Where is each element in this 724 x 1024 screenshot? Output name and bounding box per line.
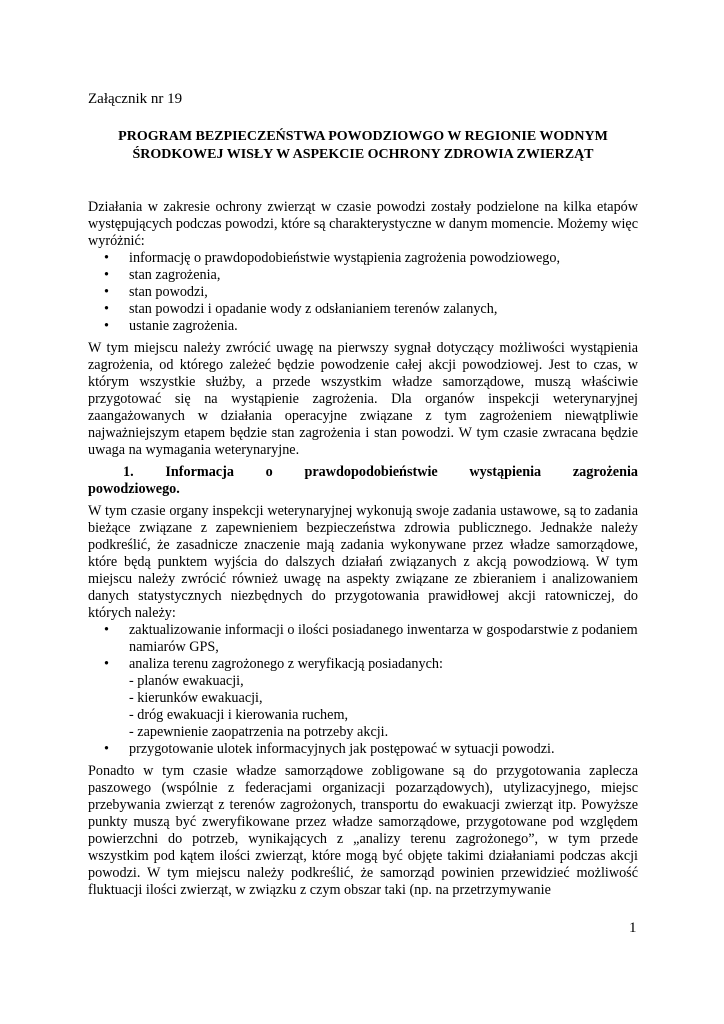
title-line-1: PROGRAM BEZPIECZEŃSTWA POWODZIOWGO W REGIONIE WODNYM — [118, 129, 608, 144]
bullet-icon: • — [104, 267, 109, 283]
tasks-list-cont — [88, 741, 638, 758]
section-heading-1 — [88, 464, 638, 498]
sub-list — [88, 673, 638, 741]
document-body — [88, 91, 638, 899]
intro-paragraph: Działania w zakresie ochrony zwierząt w czasie powodzi zostały podzielone na kilka etapów występujących podczas powodzi, które są charakterystyczne w danym momencie. Możemy więc wyróżnić: — [88, 199, 638, 249]
annex-label: Załącznik nr 19 — [88, 91, 183, 107]
list-item: • stan powodzi, — [104, 284, 208, 300]
heading-word: prawdopodobieństwie — [304, 464, 438, 480]
list-item: • analiza terenu zagrożonego z weryfikacją posiadanych: — [104, 656, 443, 672]
bullet-icon: • — [104, 284, 109, 300]
bullet-icon: • — [104, 250, 109, 266]
sub-list-item: - kierunków ewakuacji, — [129, 690, 263, 706]
list-item: • ustanie zagrożenia. — [104, 318, 238, 334]
list-item: • informację o prawdopodobieństwie wystąpienia zagrożenia powodziowego, — [104, 250, 561, 266]
bullet-icon: • — [104, 301, 109, 317]
sub-list-item: - zapewnienie zaopatrzenia na potrzeby akcji. — [129, 724, 389, 740]
bullet-icon: • — [104, 656, 109, 672]
document-title — [88, 128, 638, 164]
list-item: • przygotowanie ulotek informacyjnych jak postępować w sytuacji powodzi. — [104, 741, 555, 757]
bullet-icon: • — [104, 622, 109, 638]
heading-word: o — [265, 464, 273, 480]
heading-word: zagrożenia — [572, 464, 638, 480]
heading-word: Informacja — [165, 464, 234, 480]
sub-list-item: - dróg ewakuacji i kierowania ruchem, — [129, 707, 349, 723]
heading-word: wystąpienia — [469, 464, 542, 480]
page-number: 1 — [629, 920, 637, 936]
list-item: • stan zagrożenia, — [104, 267, 221, 283]
list-item: • stan powodzi i opadanie wody z odsłanianiem terenów zalanych, — [104, 301, 498, 317]
list-item: • zaktualizowanie informacji o ilości posiadanego inwentarza w gospodarstwie z podaniem namiarów GPS, — [104, 622, 638, 655]
heading-line-2: powodziowego. — [88, 481, 180, 497]
stages-list — [88, 250, 638, 335]
bullet-icon: • — [104, 318, 109, 334]
heading-word: 1. — [123, 464, 134, 480]
tasks-list — [88, 622, 638, 673]
bullet-icon: • — [104, 741, 109, 757]
paragraph-first-signal: W tym miejscu należy zwrócić uwagę na pierwszy sygnał dotyczący możliwości wystąpienia zagrożenia, od którego zależeć będzie powodzenie całej akcji powodziowej. Jest to czas, w którym wszystkie służby, a przede wszystkim władze samorządowe, muszą właściwie przygotować się na wystąpienie zagrożenia. Dla organów inspekcji weterynaryjnej zaangażowanych w działania operacyjne związane z tym zagrożeniem niewątpliwie najważniejszym etapem będzie stan zagrożenia i stan powodzi. W tym czasie zwracana będzie uwaga na wymagania weterynaryjne. — [88, 340, 638, 458]
title-line-2: ŚRODKOWEJ WISŁY W ASPEKCIE OCHRONY ZDROWIA ZWIERZĄT — [132, 147, 594, 162]
paragraph-local-government: Ponadto w tym czasie władze samorządowe zobligowane są do przygotowania zaplecza paszowego (wspólnie z federacjami organizacji pozarządowych), utylizacyjnego, miejsc przebywania zwierząt z terenów zagrożonych, transportu do ewakuacji zwierząt itp. Powyższe punkty muszą być zweryfikowane przez władze samorządowe, przygotowane pod względem powierzchni do potrzeb, wynikających z „analizy terenu zagrożonego”, w tym przede wszystkim pod kątem ilości zwierząt, które mogą być objęte takimi działaniami podczas akcji powodzi. W tym miejscu należy podkreślić, że samorząd powinien przewidzieć możliwość fluktuacji ilości zwierząt, w związku z czym obszar taki (np. na przetrzymywanie — [88, 763, 638, 898]
paragraph-veterinary-tasks: W tym czasie organy inspekcji weterynaryjnej wykonują swoje zadania ustawowe, są to zadania bieżące związane z zapewnieniem bezpieczeństwa zdrowia publicznego. Jednakże należy podkreślić, że zasadnicze znaczenie mają zadania wykonywane przez władze samorządowe, które będą punktem wyjścia do dalszych działań związanych z akcją powodziową. W tym miejscu należy zwrócić również uwagę na aspekty związane ze zbieraniem i analizowaniem danych statystycznych niezbędnych do przygotowania prawidłowej akcji ratowniczej, do których należy: — [88, 503, 638, 621]
sub-list-item: - planów ewakuacji, — [129, 673, 244, 689]
